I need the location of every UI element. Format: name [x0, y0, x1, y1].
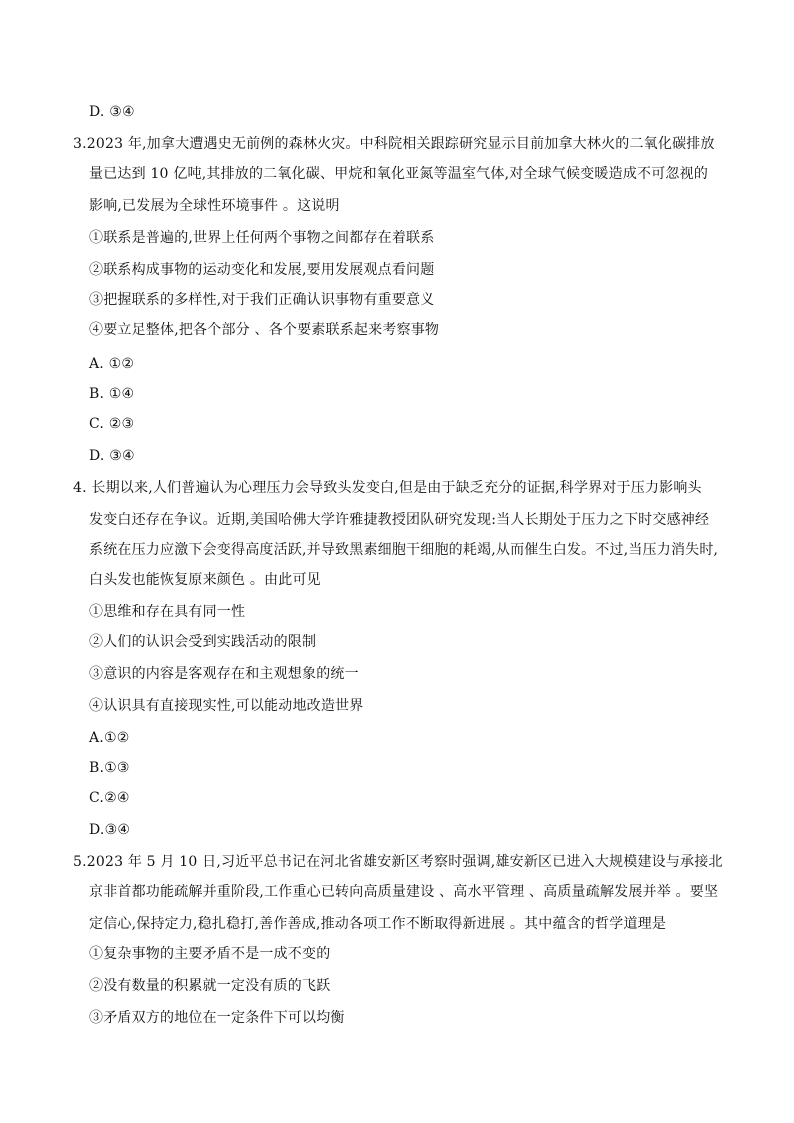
q4-stem-line-2: 发变白还存在争议。近期,美国哈佛大学许雅捷教授团队研究发现:当人长期处于压力之下时交感神经: [89, 512, 710, 528]
q4-option-d: D.③④: [89, 822, 131, 838]
q3-stem-line-2: 量已达到 10 亿吨,其排放的二氧化碳、甲烷和氧化亚氮等温室气体,对全球气候变暖造成不可忽视的: [89, 166, 709, 182]
q5-stem-line-2: 京非首都功能疏解并重阶段,工作重心已转向高质量建设 、高水平管理 、高质量疏解发展并举 。要坚: [89, 884, 719, 900]
q4-option-b: B.①③: [89, 760, 130, 776]
q3-stem-line-1: 3.2023 年,加拿大遭遇史无前例的森林火灾。中科院相关跟踪研究显示目前加拿大林火的二氧化碳排放: [73, 136, 715, 152]
q4-option-c: C.②④: [89, 790, 130, 806]
q5-statement-1: ①复杂事物的主要矛盾不是一成不变的: [89, 946, 331, 962]
q5-statement-3: ③矛盾双方的地位在一定条件下可以均衡: [89, 1010, 345, 1026]
q4-stem-line-3: 系统在压力应激下会变得高度活跃,并导致黑素细胞干细胞的耗竭,从而催生白发。不过,当压力消失时,: [89, 542, 719, 558]
q3-statement-1: ①联系是普遍的,世界上任何两个事物之间都存在着联系: [89, 230, 435, 246]
q5-stem-line-1: 5.2023 年 5 月 10 日,习近平总书记在河北省雄安新区考察时强调,雄安新区已进入大规模建设与承接北: [73, 854, 723, 870]
q3-statement-3: ③把握联系的多样性,对于我们正确认识事物有重要意义: [89, 292, 435, 308]
q5-statement-2: ②没有数量的积累就一定没有质的飞跃: [89, 978, 331, 994]
q4-statement-4: ④认识具有直接现实性,可以能动地改造世界: [89, 698, 364, 714]
q3-statement-4: ④要立足整体,把各个部分 、各个要素联系起来考察事物: [89, 322, 440, 338]
q4-statement-3: ③意识的内容是客观存在和主观想象的统一: [89, 666, 359, 682]
q3-option-a: A. ①②: [89, 356, 135, 372]
q4-statement-2: ②人们的认识会受到实践活动的限制: [89, 634, 317, 650]
q4-statement-1: ①思维和存在具有同一性: [89, 604, 246, 620]
q3-stem-line-3: 影响,已发展为全球性环境事件 。这说明: [89, 198, 340, 214]
q4-stem-line-4: 白头发也能恢复原来颜色 。由此可见: [89, 572, 321, 588]
q5-stem-line-3: 定信心,保持定力,稳扎稳打,善作善成,推动各项工作不断取得新进展 。其中蕴含的哲学道理是: [89, 916, 667, 932]
prev-option-d: D. ③④: [89, 104, 135, 120]
q3-statement-2: ②联系构成事物的运动变化和发展,要用发展观点看问题: [89, 262, 435, 278]
q4-option-a: A.①②: [89, 730, 130, 746]
q3-option-b: B. ①④: [89, 386, 135, 402]
q3-option-c: C. ②③: [89, 416, 135, 432]
q3-option-d: D. ③④: [89, 448, 135, 464]
q4-stem-line-1: 4. 长期以来,人们普遍认为心理压力会导致头发变白,但是由于缺乏充分的证据,科学界对于压力影响头: [73, 480, 702, 496]
